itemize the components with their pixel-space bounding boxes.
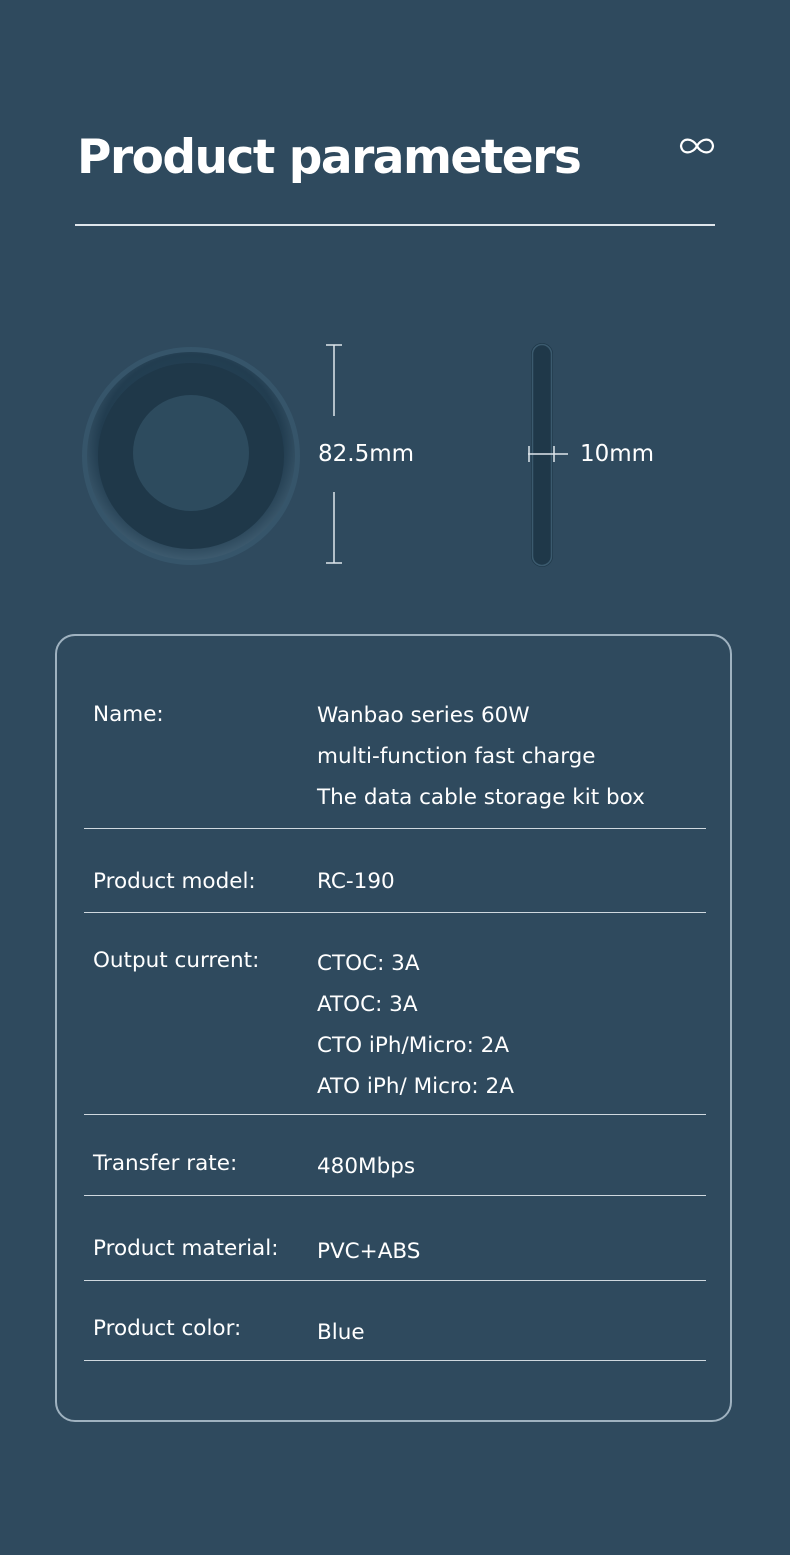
spec-label: Name: [93, 702, 164, 727]
spec-label: Product model: [93, 869, 256, 894]
spec-row-color [84, 1314, 706, 1361]
spec-value: The data cable storage kit box [317, 785, 645, 810]
spec-label: Product color: [93, 1316, 242, 1341]
spec-value: ATOC: 3A [317, 992, 418, 1017]
page-title: Product parameters [77, 130, 581, 185]
spec-value: CTOC: 3A [317, 951, 420, 976]
spec-row-name [84, 700, 706, 829]
spec-label: Output current: [93, 948, 260, 973]
spec-row-transfer-rate [84, 1149, 706, 1196]
spec-row-material [84, 1234, 706, 1281]
spec-value: CTO iPh/Micro: 2A [317, 1033, 510, 1058]
spec-value: Wanbao series 60W [317, 703, 530, 728]
thickness-label: 10mm [580, 441, 655, 467]
spec-value: PVC+ABS [317, 1239, 421, 1264]
spec-value: multi-function fast charge [317, 744, 596, 769]
product-side-view-image [520, 340, 580, 570]
spec-row-model [84, 867, 706, 913]
spec-value: RC-190 [317, 869, 395, 894]
product-top-view-image [80, 345, 302, 567]
diameter-label: 82.5mm [318, 441, 415, 467]
spec-value: ATO iPh/ Micro: 2A [317, 1074, 514, 1099]
title-divider [75, 224, 715, 226]
spec-value: 480Mbps [317, 1154, 416, 1179]
spec-value: Blue [317, 1320, 365, 1345]
spec-label: Product material: [93, 1236, 279, 1261]
infinity-loop-icon [677, 133, 717, 159]
spec-row-output-current [84, 946, 706, 1115]
spec-label: Transfer rate: [93, 1151, 238, 1176]
